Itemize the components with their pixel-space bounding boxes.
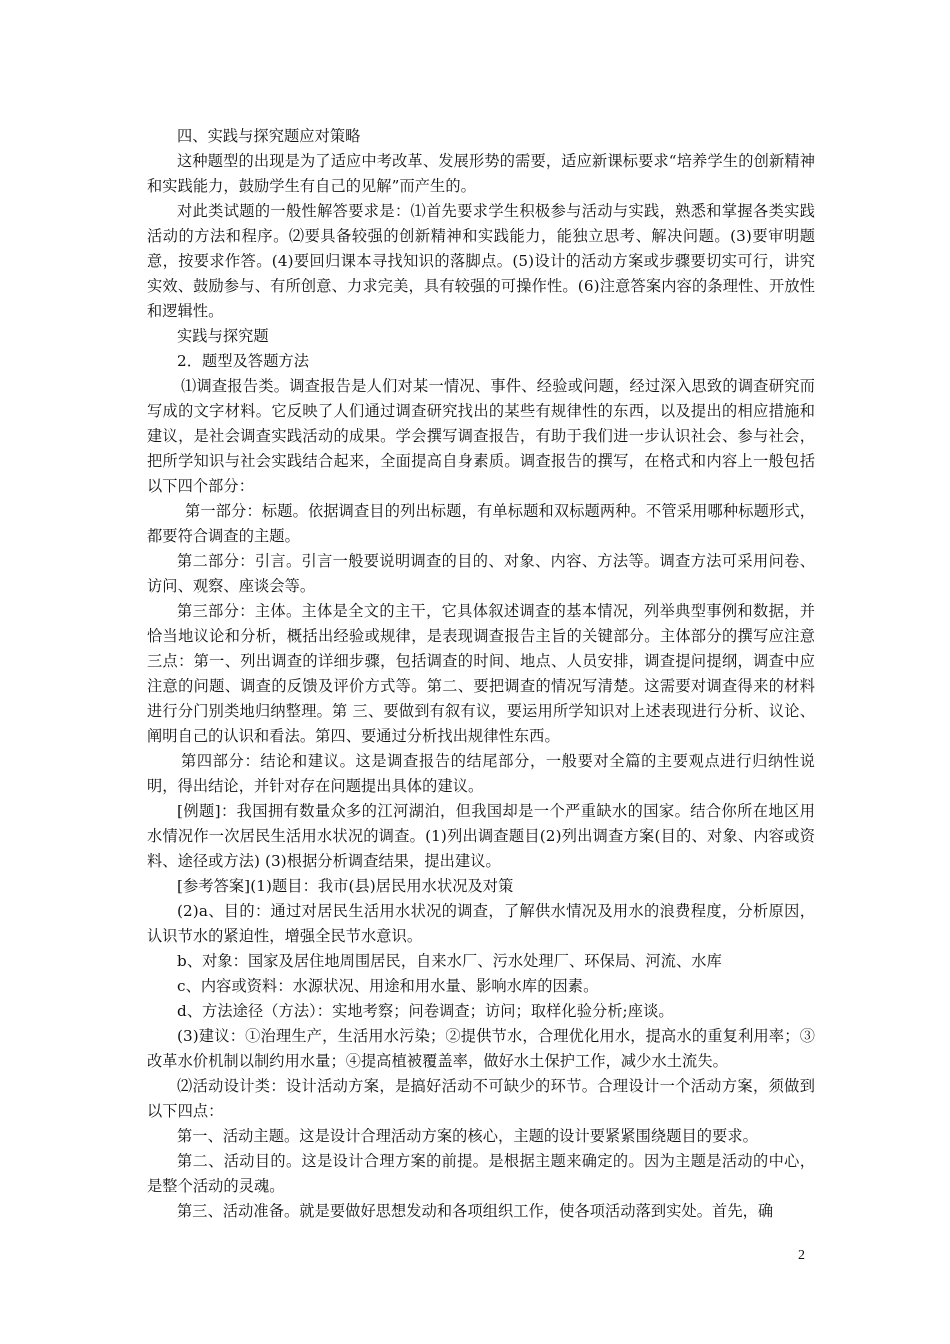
paragraph: d、方法途径（方法）：实地考察；问卷调查；访问；取样化验分析;座谈。 <box>177 1002 674 1020</box>
paragraph: 第二、活动目的。这是设计合理方案的前提。是根据主题来确定的。因为主题是活动的中心，是整个活动的灵魂。 <box>147 1152 815 1195</box>
paragraph: 第一、活动主题。这是设计合理活动方案的核心，主题的设计要紧紧围绕题目的要求。 <box>177 1127 758 1145</box>
paragraph: [参考答案](1)题目：我市(县)居民用水状况及对策 <box>177 877 514 895</box>
paragraph: 第三部分：主体。主体是全文的主干，它具体叙述调查的基本情况，列举典型事例和数据，并恰当地议论和分析，概括出经验或规律，是表现调查报告主旨的关键部分。主体部分的撰写应注意三点：第一、列出调查的详细步骤，包括调查的时间、地点、人员安排，调查提问提纲，调查中应注意的问题、调查的反馈及评价方式等。第二、要把调查的情况写清楚。这需要对调查得来的材料进行分门别类地归纳整理。第 三、要做到有叙有议，要运用所学知识对上述表现进行分析、议论、阐明自己的认识和看法。第四、要通过分析找出规律性东西。 <box>147 602 815 745</box>
paragraph: c、内容或资料：水源状况、用途和用水量、影响水库的因素。 <box>177 977 599 995</box>
paragraph: 第一部分：标题。依据调查目的列出标题，有单标题和双标题两种。不管采用哪种标题形式，都要符合调查的主题。 <box>147 502 815 545</box>
paragraph: (2)a、目的：通过对居民生活用水状况的调查，了解供水情况及用水的浪费程度，分析原因，认识节水的紧迫性，增强全民节水意识。 <box>147 902 815 945</box>
document-body <box>147 124 815 1224</box>
page-number: 2 <box>798 1248 805 1263</box>
paragraph: 这种题型的出现是为了适应中考改革、发展形势的需要，适应新课标要求“培养学生的创新精神和实践能力，鼓励学生有自己的见解”而产生的。 <box>147 152 815 195</box>
paragraph: 第二部分：引言。引言一般要说明调查的目的、对象、内容、方法等。调查方法可采用问卷、访问、观察、座谈会等。 <box>147 552 815 595</box>
paragraph: 四、实践与探究题应对策略 <box>177 127 361 145</box>
paragraph: 第四部分：结论和建议。这是调查报告的结尾部分，一般要对全篇的主要观点进行归纳性说明，得出结论，并针对存在问题提出具体的建议。 <box>147 752 815 795</box>
paragraph: b、对象：国家及居住地周围居民，自来水厂、污水处理厂、环保局、河流、水库 <box>177 952 722 970</box>
paragraph: 实践与探究题 <box>177 327 269 345</box>
paragraph: (3)建议：①治理生产，生活用水污染；②提供节水，合理优化用水，提高水的重复利用率；③改革水价机制以制约用水量；④提高植被覆盖率，做好水土保护工作，减少水土流失。 <box>147 1027 815 1070</box>
paragraph: 对此类试题的一般性解答要求是：⑴首先要求学生积极参与活动与实践，熟悉和掌握各类实践活动的方法和程序。⑵要具备较强的创新精神和实践能力，能独立思考、解决问题。(3)要审明题意，按要求作答。(4)要回归课本寻找知识的落脚点。(5)设计的活动方案或步骤要切实可行，讲究实效、鼓励参与、有所创意、力求完美，具有较强的可操作性。(6)注意答案内容的条理性、开放性和逻辑性。 <box>147 202 815 320</box>
paragraph: ⑴调查报告类。调查报告是人们对某一情况、事件、经验或问题，经过深入思致的调查研究而写成的文字材料。它反映了人们通过调查研究找出的某些有规律性的东西，以及提出的相应措施和建议，是社会调查实践活动的成果。学会撰写调查报告，有助于我们进一步认识社会、参与社会，把所学知识与社会实践结合起来，全面提高自身素质。调查报告的撰写，在格式和内容上一般包括以下四个部分： <box>147 377 815 495</box>
paragraph: 2．题型及答题方法 <box>177 352 310 370</box>
paragraph: ⑵活动设计类：设计活动方案，是搞好活动不可缺少的环节。合理设计一个活动方案，须做到以下四点： <box>147 1077 815 1120</box>
paragraph: 第三、活动准备。就是要做好思想发动和各项组织工作，使各项活动落到实处。首先，确 <box>177 1202 774 1220</box>
paragraph: [例题]：我国拥有数量众多的江河湖泊，但我国却是一个严重缺水的国家。结合你所在地区用水情况作一次居民生活用水状况的调查。(1)列出调查题目(2)列出调查方案(目的、对象、内容或资料、途径或方法) (3)根据分析调查结果，提出建议。 <box>147 802 815 870</box>
